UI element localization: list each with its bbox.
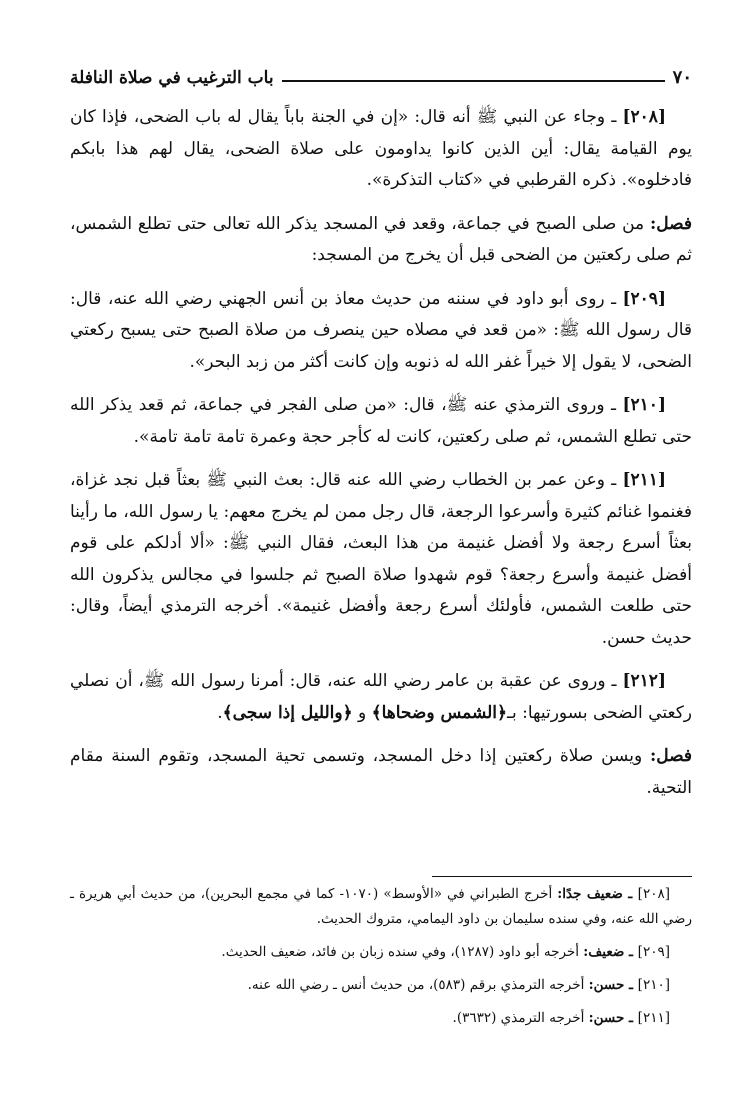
running-title: باب الترغيب في صلاة النافلة <box>70 68 274 88</box>
page-header <box>70 60 692 88</box>
section-label: فصل: <box>649 213 692 234</box>
section-text: من صلى الصبح في جماعة، وقعد في المسجد يذكر الله تعالى حتى تطلع الشمس، ثم صلى ركعتين من الضحى قبل أن يخرج من المسجد: <box>70 213 692 265</box>
hadith-text: ـ وروى الترمذي عنه ﷺ، قال: «من صلى الفجر في جماعة، ثم قعد يذكر الله حتى تطلع الشمس، ثم صلى ركعتين، كانت له كأجر حجة وعمرة تامة تامة تامة». <box>70 395 692 447</box>
hadith-text: ـ وجاء عن النبي ﷺ أنه قال: «إن في الجنة باباً يقال له باب الضحى، فإذا كان يوم القيامة يقال: أين الذين كانوا يداومون على صلاة الضحى، يقال لهم هذا بابكم فادخلوه». ذكره القرطبي في «كتاب التذكرة». <box>70 107 692 190</box>
footnote-grade: ـ ضعيف: <box>583 944 638 960</box>
hadith-209 <box>70 284 692 379</box>
surah-name: ﴿والليل إذا سجى﴾ <box>222 702 353 723</box>
section-fasl <box>70 209 692 272</box>
footnotes <box>70 882 692 1039</box>
hadith-number: [٢١٢] <box>622 671 666 691</box>
page-number: ٧٠ <box>672 67 692 88</box>
hadith-number: [٢١١] <box>622 470 666 490</box>
footnote-rule <box>432 876 692 877</box>
hadith-number: [٢٠٨] <box>622 107 666 127</box>
footnote <box>70 973 692 998</box>
footnote <box>70 882 692 932</box>
hadith-208 <box>70 102 692 197</box>
hadith-text: ـ روى أبو داود في سننه من حديث معاذ بن أنس الجهني رضي الله عنه، قال: قال رسول الله ﷺ: «من قعد في مصلاه حين ينصرف من صلاة الصبح حتى يسبح ركعتي الضحى، لا يقول إلا خيراً غفر الله له ذنوبه وإن كانت أكثر من زبد البحر». <box>70 288 692 372</box>
header-rule <box>282 80 665 82</box>
hadith-text: ـ وعن عمر بن الخطاب رضي الله عنه قال: بعث النبي ﷺ بعثاً قبل نجد غزاة، فغنموا غنائم كثيرة وأسرعوا الرجعة، قال رجل ممن لم يخرج معهم: يا رسول الله، ما رأينا بعثاً أسرع رجعة ولا أفضل غنيمة من هذا البعث، فقال النبي ﷺ: «ألا أدلكم على قوم أفضل غنيمة وأسرع رجعة؟ قوم شهدوا صلاة الصبح ثم جلسوا في مجالس يذكرون الله حتى طلعت الشمس، فأولئك أسرع رجعة وأفضل غنيمة». أخرجه الترمذي أيضاً، وقال: حديث حسن. <box>70 470 692 648</box>
hadith-number: [٢٠٩] <box>622 288 666 309</box>
footnote-number: [٢١١] <box>637 1010 670 1026</box>
footnote-grade: ـ حسن: <box>588 977 638 993</box>
footnote <box>70 1006 692 1031</box>
surah-name: ﴿الشمس وضحاها﴾ <box>371 702 507 723</box>
footnote-number: [٢٠٩] <box>637 944 670 960</box>
hadith-212 <box>70 666 692 729</box>
conjunction: و <box>352 702 372 723</box>
footnote-grade: ـ ضعيف جدًا: <box>557 886 638 902</box>
section-text: ويسن صلاة ركعتين إذا دخل المسجد، وتسمى تحية المسجد، وتقوم السنة مقام التحية. <box>70 746 692 798</box>
hadith-211 <box>70 465 692 654</box>
footnote <box>70 940 692 965</box>
hadith-number: [٢١٠] <box>622 395 666 415</box>
footnote-text: أخرجه أبو داود (١٢٨٧)، وفي سنده زبان بن فائد، ضعيف الحديث. <box>221 944 584 960</box>
footnote-text: أخرجه الترمذي (٣٦٣٢). <box>452 1010 589 1026</box>
footnote-number: [٢١٠] <box>637 977 670 993</box>
hadith-210 <box>70 390 692 453</box>
period: . <box>217 702 223 723</box>
footnote-grade: ـ حسن: <box>588 1010 638 1026</box>
footnote-number: [٢٠٨] <box>637 886 670 902</box>
footnote-text: أخرجه الترمذي برقم (٥٨٣)، من حديث أنس ـ رضي الله عنه. <box>247 977 589 993</box>
section-fasl <box>70 741 692 804</box>
section-label: فصل: <box>649 746 692 766</box>
footnote-text: أخرج الطبراني في «الأوسط» (١٠٧٠- كما في مجمع البحرين)، من حديث أبي هريرة ـ رضي الله عنه، وفي سنده سليمان بن داود اليمامي، متروك الحديث. <box>70 886 692 927</box>
hadith-text: ـ وروى عن عقبة بن عامر رضي الله عنه، قال: أمرنا رسول الله ﷺ، أن نصلي ركعتي الضحى بسورتيها: بـ <box>70 671 692 723</box>
main-text <box>70 102 692 816</box>
